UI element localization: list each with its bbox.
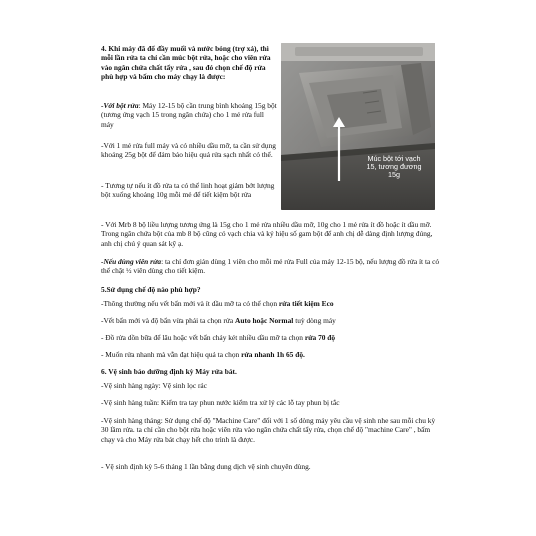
powder-label: -Với bột rửa	[101, 101, 139, 110]
mode-quick: rửa nhanh 1h 65 độ.	[241, 350, 305, 359]
mode-line-eco	[101, 299, 441, 308]
tablet-paragraph	[101, 257, 441, 276]
mode-line-quick-text: - Muốn rửa nhanh mà vẫn đạt hiệu quả ta chọn	[101, 350, 242, 359]
daily-cleaning: -Vệ sinh hàng ngày: Vệ sinh lọc rác	[101, 381, 207, 390]
section-4-heading: 4. Khi máy đã đổ đầy muối và nước bóng (trợ xả), thì mỗi lần rửa ta chỉ cần múc bột rửa, hoặc cho viên rửa vào ngăn chứa chất tẩy rửa , sau đó chọn chế độ rửa phù hợp và bấm cho máy chạy là được:	[101, 44, 271, 81]
mode-line-auto-text: -Vết bẩn mới và độ bẩn vừa phải ta chọn rửa	[101, 316, 236, 325]
powder-text: : Máy 12-15 bộ cần trung bình khoảng 15g bột (tương ứng vạch 15 trong ngăn chứa) cho 1 mẻ rửa full máy	[101, 101, 277, 129]
mode-line-eco-text: -Thông thường nếu vết bẩn mới và ít dầu mỡ ta có thể chọn	[101, 299, 279, 308]
section-6-heading: 6. Vệ sinh bảo dưỡng định kỳ Máy rửa bát.	[101, 367, 237, 376]
mode-eco: rửa tiết kiệm Eco	[278, 299, 334, 308]
mode-auto: Auto hoặc Normal	[235, 316, 294, 325]
tablet-label: -Nếu dùng viên rửa	[101, 257, 162, 266]
mode-line-auto	[101, 316, 441, 325]
greasy-paragraph: -Với 1 mẻ rửa full máy và có nhiều dầu mỡ, ta cần sử dụng khoảng 25g bột để đảm bảo hiệu quả rửa sạch nhất có thể.	[101, 141, 276, 160]
detergent-dispenser-photo	[281, 43, 435, 210]
tablet-text: : ta chỉ đơn giản dùng 1 viên cho mỗi mẻ rửa Full của máy 12-15 bộ, nếu lượng đồ rửa ít ta có thể chặt ½ viên dùng cho tiết kiệm.	[101, 257, 440, 276]
periodic-cleaning: - Vệ sinh định kỳ 5-6 tháng 1 lần bằng dung dịch vệ sinh chuyên dùng.	[101, 462, 311, 471]
photo-caption-line-3: 15g	[388, 170, 400, 179]
photo-caption-line-1: Múc bột tới vạch	[367, 154, 421, 163]
powder-paragraph	[101, 101, 277, 129]
mrb-paragraph: - Với Mrb 8 bộ liều lượng tương ứng là 15g cho 1 mẻ rửa nhiều dầu mỡ, 10g cho 1 mẻ rửa ít đồ hoặc ít dầu mỡ. Trong ngăn chứa bột của mb 8 bộ cũng có vạch chia và ký hiệu số gam bột để anh chị dễ dàng định lượng đúng, anh chị chú ý quan sát kỹ ạ.	[101, 220, 433, 248]
weekly-cleaning: -Vệ sinh hàng tuần: Kiểm tra tay phun nước kiểm tra xử lý các lỗ tay phun bị tắc	[101, 398, 340, 407]
mode-70: rửa 70 độ	[304, 333, 336, 342]
small-load-paragraph: - Tương tự nếu ít đồ rửa ta có thể linh hoạt giảm bớt lượng bột xuống khoảng 10g mỗi mẻ để tiết kiệm bột rửa	[101, 181, 275, 200]
mode-line-quick	[101, 350, 441, 359]
photo-caption-line-2: 15, tương đương	[366, 162, 422, 171]
monthly-cleaning: -Vệ sinh hàng tháng: Sử dụng chế độ "Machine Care" đối với 1 số dòng máy yêu cầu vệ sinh nhe sau mỗi chu kỳ 30 lầm rửa. ta chỉ cần cho bột rửa hoặc viên rửa vào ngăn chứa chất tẩy rửa, chọn chế độ "machine Care" , bấm chạy và cho Máy rửa bát chạy hết cho trình là được.	[101, 416, 436, 444]
section-5-heading: 5.Sử dụng chế độ nào phù hợp?	[101, 285, 201, 294]
mode-line-70-text: - Đồ rửa dồn bữa để lâu hoặc vết bẩn cháy két nhiều dầu mỡ ta chọn	[101, 333, 305, 342]
mode-line-auto-post: tuỳ dòng máy	[293, 316, 336, 325]
dispenser-illustration	[281, 43, 435, 210]
mode-line-70	[101, 333, 441, 342]
photo-caption	[354, 155, 434, 179]
